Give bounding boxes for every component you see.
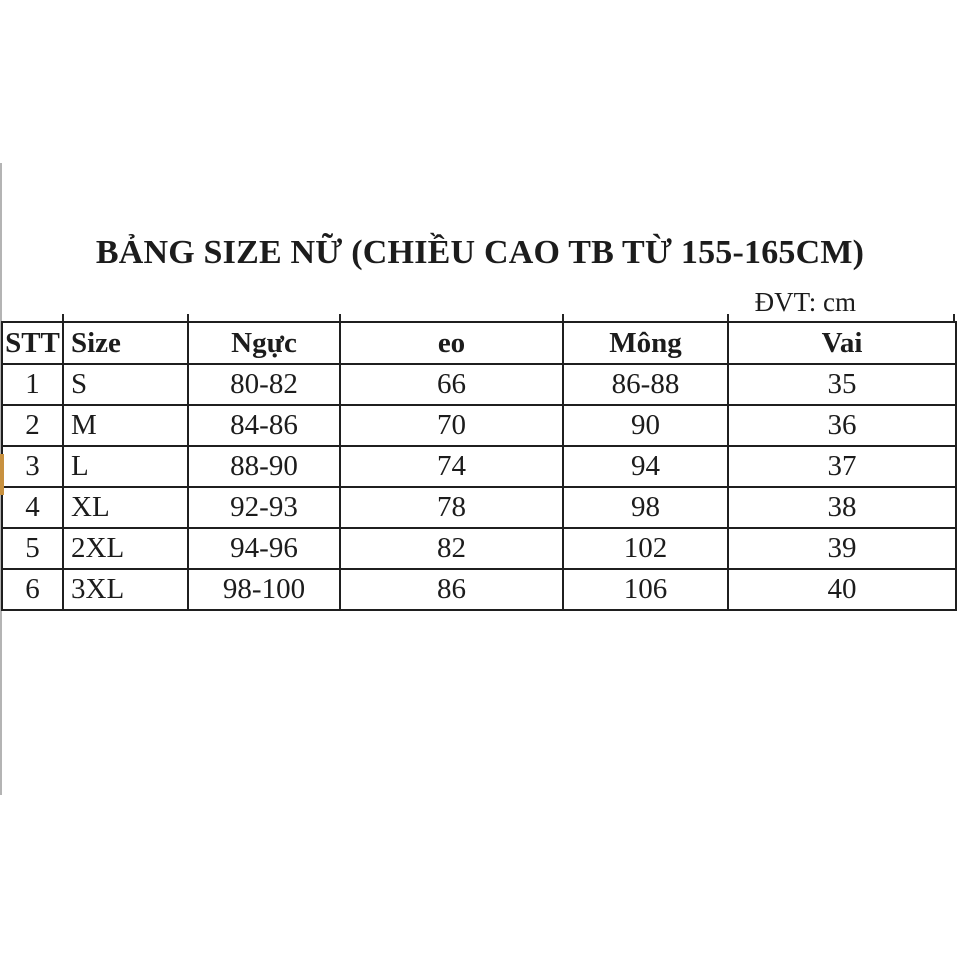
table-cell: 98 [563, 487, 728, 528]
table-cell: XL [63, 487, 188, 528]
table-cell: 36 [728, 405, 956, 446]
column-header-eo: eo [340, 322, 563, 364]
table-cell: 4 [2, 487, 63, 528]
table-cell: 38 [728, 487, 956, 528]
table-cell: 106 [563, 569, 728, 610]
table-cell: 40 [728, 569, 956, 610]
table-row [2, 364, 956, 405]
table-row [2, 528, 956, 569]
table-cell: 94 [563, 446, 728, 487]
table-cell: 84-86 [188, 405, 340, 446]
table-cell: 94-96 [188, 528, 340, 569]
column-header-size: Size [63, 322, 188, 364]
table-cell: 6 [2, 569, 63, 610]
table-cell: 35 [728, 364, 956, 405]
table-cell: 98-100 [188, 569, 340, 610]
column-header-mông: Mông [563, 322, 728, 364]
table-cell: 80-82 [188, 364, 340, 405]
size-table-header [2, 322, 956, 364]
table-cell: 1 [2, 364, 63, 405]
column-header-vai: Vai [728, 322, 956, 364]
table-cell: 3 [2, 446, 63, 487]
table-cell: 70 [340, 405, 563, 446]
table-row [2, 569, 956, 610]
table-cell: 82 [340, 528, 563, 569]
table-row [2, 487, 956, 528]
table-cell: 5 [2, 528, 63, 569]
table-cell: 86 [340, 569, 563, 610]
table-cell: 2 [2, 405, 63, 446]
table-cell: 88-90 [188, 446, 340, 487]
table-cell: 78 [340, 487, 563, 528]
unit-label: ĐVT: cm [754, 287, 856, 317]
table-cell: 39 [728, 528, 956, 569]
size-table [1, 321, 957, 611]
column-header-stt: STT [2, 322, 63, 364]
table-cell: 86-88 [563, 364, 728, 405]
table-cell: 102 [563, 528, 728, 569]
table-cell: S [63, 364, 188, 405]
table-cell: 66 [340, 364, 563, 405]
table-cell: 37 [728, 446, 956, 487]
table-row [2, 405, 956, 446]
table-cell: 90 [563, 405, 728, 446]
table-cell: 2XL [63, 528, 188, 569]
header-row [2, 322, 956, 364]
table-cell: 74 [340, 446, 563, 487]
table-cell: 92-93 [188, 487, 340, 528]
page-title: BẢNG SIZE NỮ (CHIỀU CAO TB TỪ 155-165CM) [95, 234, 865, 271]
table-cell: M [63, 405, 188, 446]
table-row [2, 446, 956, 487]
row-3-marker [0, 454, 4, 495]
column-header-ngực: Ngực [188, 322, 340, 364]
table-cell: 3XL [63, 569, 188, 610]
table-cell: L [63, 446, 188, 487]
